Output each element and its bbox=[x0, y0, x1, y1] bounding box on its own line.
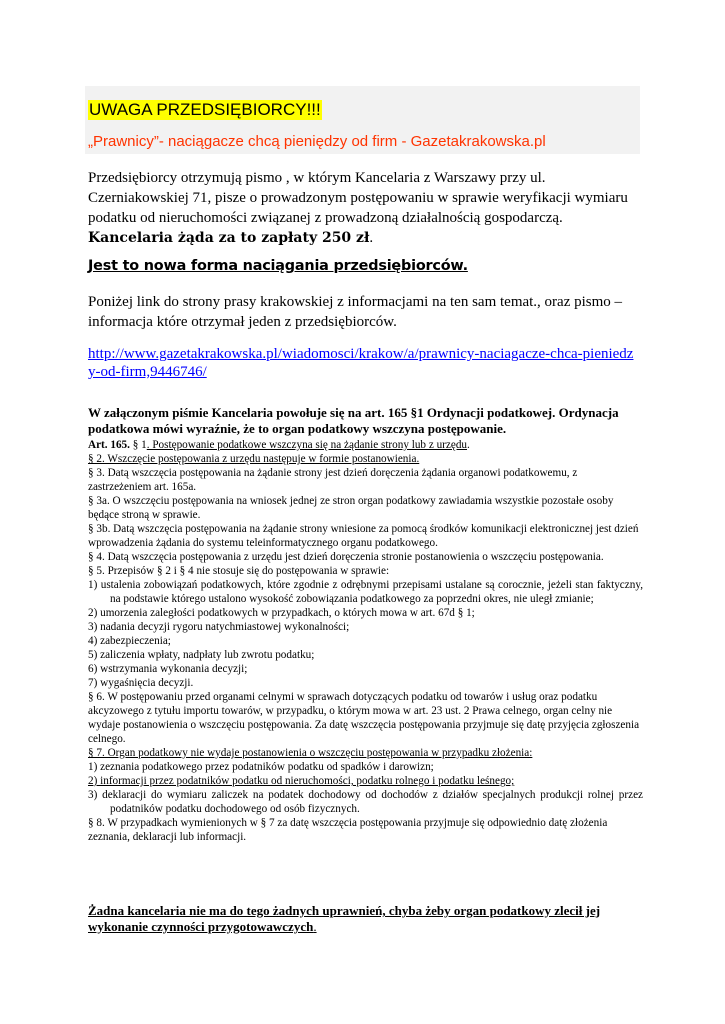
headline: Jest to nowa forma naciągania przedsiębiorców. bbox=[88, 258, 468, 274]
banner-subtitle: „Prawnicy”- naciągacze chcą pieniędzy od firm - Gazetakrakowska.pl bbox=[88, 133, 546, 150]
p5-item: 2) umorzenia zaległości podatkowych w przypadkach, o których mowa w art. 67d § 1; bbox=[88, 607, 475, 619]
intro-end: . bbox=[369, 230, 374, 246]
closing-text: Żadna kancelaria nie ma do tego żadnych uprawnień, chyba żeby organ podatkowy zlecił jej wykonanie czynności przygotowawczych bbox=[88, 903, 601, 934]
legal-intro: W załączonym piśmie Kancelaria powołuje się na art. 165 §1 Ordynacji podatkowej. Ordynacja podatkowa mówi wyraźnie, że to organ podatkowy wszczyna postępowanie. bbox=[88, 405, 619, 436]
art-165-p2: § 2. Wszczęcie postępowania z urzędu następuje w formie postanowienia. bbox=[88, 453, 420, 465]
art-165-p8: § 8. W przypadkach wymienionych w § 7 za datę wszczęcia postępowania przyjmuje się odpowiednio datę złożenia zeznania, deklaracji lub informacji. bbox=[88, 817, 608, 843]
p5-item: 4) zabezpieczenia; bbox=[88, 635, 171, 647]
closing-statement bbox=[88, 903, 640, 935]
p5-item: 7) wygaśnięcia decyzji. bbox=[88, 677, 194, 689]
p5-item: 6) wstrzymania wykonania decyzji; bbox=[88, 663, 248, 675]
p5-item: 5) zaliczenia wpłaty, nadpłaty lub zwrotu podatku; bbox=[88, 649, 315, 661]
art-165-p1 bbox=[88, 438, 643, 452]
p5-item: 1) ustalenia zobowiązań podatkowych, które zgodnie z odrębnymi przepisami ustalane są corocznie, jeżeli stan faktyczny, na podstawie którego ustalono wysokość zobowiązania podatkowego za poprzedni okres, nie uległ zmianie; bbox=[88, 579, 643, 605]
art-165-p3b: § 3b. Datą wszczęcia postępowania na żądanie strony wniesione za pomocą środków komunikacji elektronicznej jest dzień wprowadzenia żądania do systemu teleinformatycznego organu podatkowego. bbox=[88, 523, 639, 549]
p1-prefix: § 1 bbox=[129, 439, 147, 451]
intro-text: Przedsiębiorcy otrzymują pismo , w którym Kancelaria z Warszawy przy ul. Czerniakowskiej 71, pisze o prowadzonym postępowaniu w sprawie weryfikacji wymiaru podatku od nieruchomości związanej z prowadzoną działalnością gospodarczą. bbox=[88, 170, 628, 226]
legal-text bbox=[88, 438, 643, 844]
p5-item: 3) nadania decyzji rygoru natychmiastowej wykonalności; bbox=[88, 621, 350, 633]
art-165-p3a: § 3a. O wszczęciu postępowania na wniosek jednej ze stron organ podatkowy zawiadamia wszystkie pozostałe osoby będące stroną w sprawie. bbox=[88, 495, 614, 521]
intro-emphasis: Kancelaria żąda za to zapłaty 250 zł bbox=[88, 230, 370, 246]
art-165-p7: § 7. Organ podatkowy nie wydaje postanowienia o wszczęciu postępowania w przypadku złożenia: bbox=[88, 747, 533, 759]
warning-banner bbox=[85, 86, 640, 154]
art-165-p4: § 4. Datą wszczęcia postępowania z urzędu jest dzień doręczenia stronie postanowienia o wszczęciu postępowania. bbox=[88, 551, 604, 563]
art-165-p6: § 6. W postępowaniu przed organami celnymi w sprawach dotyczących podatku od towarów i usług oraz podatku akcyzowego z tytułu importu towarów, w przypadku, o którym mowa w art. 23 ust. 2 Prawa celnego, organ celny nie wydaje postanowienia o wszczęciu postępowania. Za datę wszczęcia postępowania przyjmuje się datę przyjęcia zgłoszenia celnego. bbox=[88, 691, 640, 745]
p7-item: 2) informacji przez podatników podatku od nieruchomości, podatku rolnego i podatku leśnego; bbox=[88, 775, 515, 787]
closing-end: . bbox=[313, 919, 317, 934]
art-165-p5: § 5. Przepisów § 2 i § 4 nie stosuje się do postępowania w sprawie: bbox=[88, 565, 390, 577]
intro-paragraph bbox=[88, 168, 638, 248]
p1-text: . Postępowanie podatkowe wszczyna się na żądanie strony lub z urzędu bbox=[146, 439, 468, 451]
p1-end: . bbox=[467, 439, 470, 451]
article-link[interactable]: http://www.gazetakrakowska.pl/wiadomosci/krakow/a/prawnicy-naciagacze-chca-pieniedzy-od-firm,9446746/ bbox=[88, 346, 634, 380]
p7-item: 1) zeznania podatkowego przez podatników podatku od spadków i darowizn; bbox=[88, 761, 434, 773]
banner-title: UWAGA PRZEDSIĘBIORCY!!! bbox=[89, 100, 321, 119]
art-165-p3: § 3. Datą wszczęcia postępowania na żądanie strony jest dzień doręczenia żądania organowi podatkowemu, z zastrzeżeniem art. 165a. bbox=[88, 467, 578, 493]
p7-item: 3) deklaracji do wymiaru zaliczek na podatek dochodowy od dochodów z działów specjalnych produkcji rolnej przez podatników podatku dochodowego od osób fizycznych. bbox=[88, 789, 643, 815]
art-label: Art. 165. bbox=[88, 439, 130, 451]
link-intro-paragraph: Poniżej link do strony prasy krakowskiej z informacjami na ten sam temat., oraz pismo – informacja które otrzymał jeden z przedsiębiorców. bbox=[88, 294, 623, 330]
